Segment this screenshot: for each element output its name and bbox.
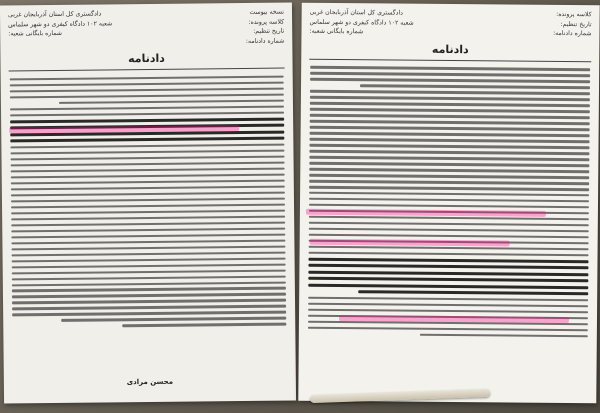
text-line: [309, 216, 589, 221]
meta-line: دادگستری کل استان آذربایجان غربی: [7, 10, 102, 19]
text-line: [360, 85, 590, 89]
text-line: [12, 269, 286, 274]
title-divider: [9, 68, 285, 72]
text-line: [10, 149, 284, 154]
text-line: [308, 264, 588, 269]
text-line: [309, 228, 589, 233]
text-line: [310, 96, 590, 101]
text-line: [420, 333, 588, 337]
text-line: [310, 114, 590, 119]
court-meta-left: [8, 9, 112, 39]
text-line: [10, 117, 284, 123]
text-line: [59, 100, 284, 105]
text-line: [308, 284, 588, 289]
document-title: دادنامه: [431, 42, 469, 56]
text-line: [310, 72, 590, 77]
text-line: [308, 258, 588, 263]
text-line: [12, 305, 286, 310]
meta-line: شماره دادنامه:: [245, 37, 285, 45]
meta-line: شعبه ۱۰۲ دادگاه کیفری دو شهر سلماس: [8, 19, 113, 29]
text-line: [308, 309, 588, 314]
text-line: [359, 291, 589, 296]
meta-line: تاریخ تنظیم:: [253, 27, 285, 36]
meta-line: شماره بایگانی شعبه:: [309, 27, 364, 36]
meta-line: کلاسه پرونده:: [556, 10, 592, 19]
text-line: [309, 192, 589, 197]
text-line: [308, 303, 588, 308]
meta-line: شعبه ۱۰۲ دادگاه کیفری دو شهر سلماس: [309, 18, 414, 27]
court-ruling-page-left: [0, 2, 296, 403]
meta-line: دادگستری کل استان آذربایجان غربی: [309, 8, 403, 17]
text-line: [11, 197, 285, 202]
document-title: دادنامه: [128, 52, 165, 66]
text-line: [11, 173, 285, 178]
header-meta: [0, 2, 292, 48]
text-line: [12, 251, 286, 256]
text-line: [309, 246, 589, 251]
text-line: [12, 287, 286, 292]
text-line: [11, 179, 285, 184]
text-line: [11, 215, 285, 220]
text-line: [309, 222, 589, 227]
text-line: [11, 239, 285, 244]
text-line: [12, 257, 286, 262]
text-line: [310, 102, 590, 107]
text-line: [10, 112, 284, 117]
text-line: [11, 155, 285, 160]
case-meta-right: [553, 10, 592, 39]
text-line: [310, 120, 590, 125]
text-line: [11, 161, 285, 166]
text-line: [10, 137, 284, 143]
text-line: [12, 263, 286, 268]
meta-line: شماره دادنامه:: [553, 30, 592, 38]
judge-name-line: محسن مرادی: [126, 378, 174, 387]
text-line: [11, 245, 285, 250]
court-ruling-page-right: [298, 3, 599, 404]
ruling-body-text: [1, 72, 296, 375]
meta-line: نسخه بیوست: [249, 8, 285, 16]
text-line: [11, 221, 285, 226]
text-line: [310, 78, 590, 83]
header-meta: [301, 3, 599, 39]
text-line: [310, 126, 590, 131]
text-line: [10, 106, 284, 111]
text-line: [10, 76, 284, 81]
meta-line: کلاسه پرونده:: [248, 18, 285, 26]
text-line: [309, 252, 589, 257]
text-line: [12, 293, 286, 298]
text-line: [11, 203, 285, 208]
text-line: [309, 162, 589, 167]
text-line: [12, 275, 286, 280]
signature-block: [4, 372, 296, 390]
text-line: [12, 281, 286, 286]
text-line: [308, 271, 588, 276]
text-line: [11, 191, 285, 196]
text-line: [309, 144, 589, 149]
text-line: [309, 180, 589, 185]
text-line: [11, 227, 285, 232]
text-line: [10, 82, 284, 87]
text-line: [310, 138, 590, 143]
ruling-body-text: [298, 63, 599, 396]
text-line: [11, 233, 285, 238]
case-meta-right: [246, 8, 285, 47]
text-line: [309, 234, 589, 239]
text-line: [309, 150, 589, 155]
text-line: [310, 66, 590, 71]
text-line: [309, 168, 589, 173]
meta-line: شماره بایگانی شعبه:: [8, 30, 63, 38]
text-line: [10, 88, 284, 93]
text-line: [10, 143, 284, 148]
title-divider: [309, 59, 591, 62]
text-line: [62, 317, 287, 322]
text-line: [309, 186, 589, 191]
text-line: [308, 277, 588, 282]
text-line: [11, 185, 285, 190]
text-line: [310, 132, 590, 137]
text-line: [309, 174, 589, 179]
text-line: [308, 297, 588, 302]
text-line: [309, 156, 589, 161]
text-line: [11, 209, 285, 214]
meta-line: تاریخ تنظیم:: [560, 20, 592, 28]
text-line: [310, 108, 590, 113]
text-line: [12, 299, 286, 304]
court-meta-left: [309, 8, 413, 38]
text-line: [310, 90, 590, 95]
text-line: [12, 311, 286, 316]
text-line: [11, 167, 285, 172]
text-line: [122, 323, 286, 327]
text-line: [308, 327, 588, 332]
text-line: [309, 198, 589, 203]
text-line: [309, 204, 589, 209]
text-line: [10, 94, 284, 99]
